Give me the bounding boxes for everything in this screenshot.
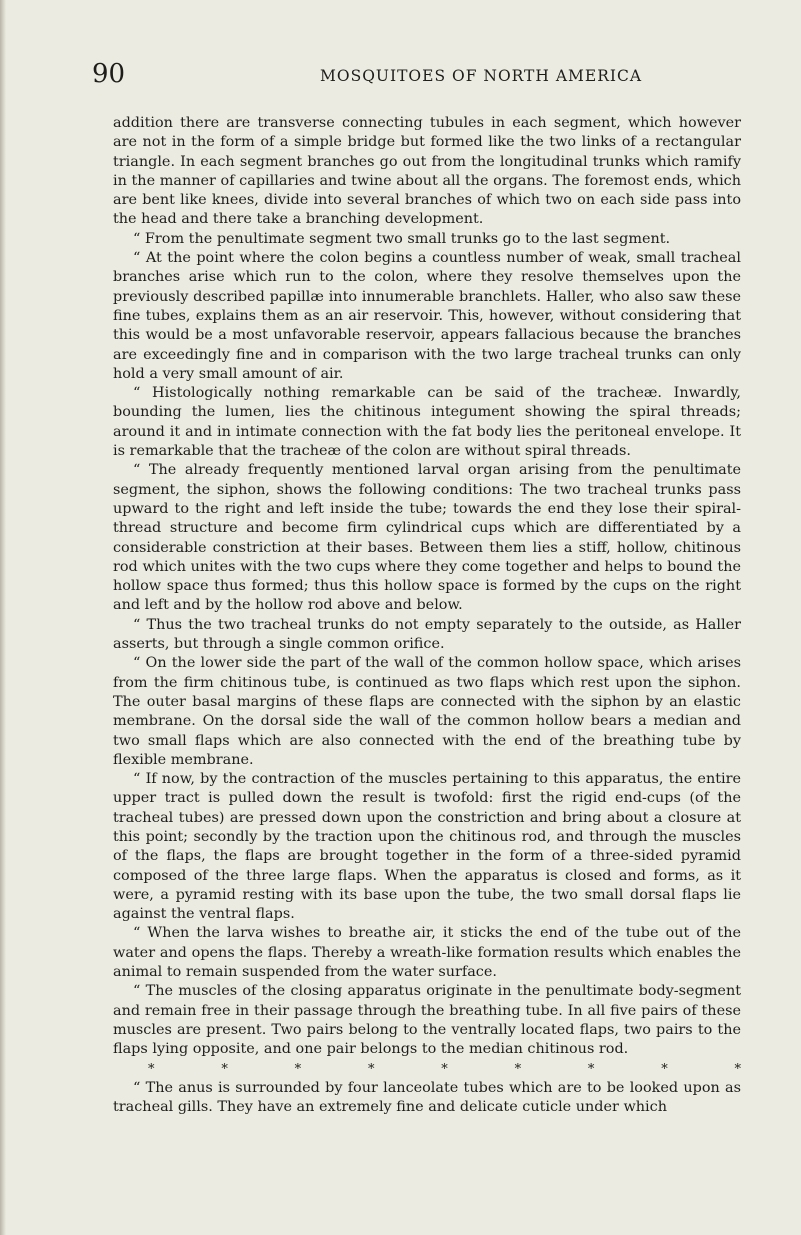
paragraph: “ The already frequently mentioned larval organ arising from the penultimate segment, the siphon, shows the following conditions: The two tracheal trunks pass upward to the right and left inside the tube; towards the end they lose their spiral-thread structure and become firm cylindrical cups which are differentiated by a considerable constriction at their bases. Between them lies a stiff, hollow, chitinous rod which unites with the two cups where they come together and helps to bound the hollow space thus formed; thus this hollow space is formed by the cups on the right and left and by the hollow rod above and below.	[113, 462, 741, 614]
paragraph: “ If now, by the contraction of the muscles pertaining to this apparatus, the entire upper tract is pulled down the result is twofold: first the rigid end-cups (of the tracheal tubes) are pressed down upon the constriction and bring about a closure at this point; secondly by the traction upon the chitinous rod, and through the muscles of the flaps, the flaps are brought together in the form of a three-sided pyramid composed of the three large flaps. When the apparatus is closed and forms, as it were, a pyramid resting with its base upon the tube, the two small dorsal flaps lie against the ventral flaps.	[113, 771, 741, 923]
asterisk: *	[587, 1061, 595, 1077]
asterisk: *	[661, 1061, 668, 1077]
asterisk: *	[441, 1061, 448, 1077]
paragraph: addition there are transverse connecting tubules in each segment, which however are not in the form of a simple bridge but formed like the two links of a rectangular triangle. In each segment branches go out from the longitudinal trunks which ramify in the manner of capillaries and twine about all the organs. The foremost ends, which are bent like knees, divide into several branches of which two on each side pass into the head and there take a branching development.	[113, 115, 741, 228]
asterisk: *	[514, 1061, 522, 1077]
paragraph: “ When the larva wishes to breathe air, it sticks the end of the tube out of the water and opens the flaps. Thereby a wreath-like formation results which enables the animal to remain suspended from the water surface.	[113, 925, 741, 981]
page-number: 90	[92, 59, 126, 89]
paragraph: “ On the lower side the part of the wall of the common hollow space, which arises from the firm chitinous tube, is continued as two flaps which rest upon the siphon. The outer basal margins of these flaps are connected with the siphon by an elastic membrane. On the dorsal side the wall of the common hollow bears a median and two small flaps which are also connected with the end of the breathing tube by flexible membrane.	[113, 655, 741, 768]
running-title: MOSQUITOES OF NORTH AMERICA	[320, 67, 643, 85]
section-break-asterisks	[113, 1060, 741, 1079]
body-text	[113, 114, 741, 1117]
page-header	[92, 56, 722, 96]
paragraph: “ Histologically nothing remarkable can be said of the tracheæ. Inwardly, bounding the lumen, lies the chitinous integument showing the spiral threads; around it and in intimate connection with the fat body lies the peritoneal envelope. It is remarkable that the tracheæ of the colon are without spiral threads.	[113, 385, 741, 460]
paragraph: “ From the penultimate segment two small trunks go to the last segment.	[133, 230, 671, 247]
asterisk: *	[734, 1061, 741, 1077]
asterisk: *	[294, 1061, 302, 1077]
page-binding-shadow	[0, 0, 6, 1235]
asterisk: *	[148, 1061, 155, 1077]
paragraph: “ At the point where the colon begins a countless number of weak, small tracheal branches arise which run to the colon, where they resolve themselves upon the previously described papillæ into innumerable branchlets. Haller, who also saw these fine tubes, explains them as an air reservoir. This, however, without considering that this would be a most unfavorable reservoir, appears fallacious because the branches are exceedingly fine and in comparison with the two large tracheal trunks can only hold a very small amount of air.	[113, 250, 741, 382]
paragraph: “ The muscles of the closing apparatus originate in the penultimate body-segment and remain free in their passage through the breathing tube. In all five pairs of these muscles are present. Two pairs belong to the ventrally located flaps, two pairs to the flaps lying opposite, and one pair belongs to the median chitinous rod.	[113, 983, 741, 1058]
paragraph: “ Thus the two tracheal trunks do not empty separately to the outside, as Haller asserts, but through a single common orifice.	[113, 616, 741, 653]
asterisk: *	[221, 1061, 228, 1077]
closing-paragraph: “ The anus is surrounded by four lanceolate tubes which are to be looked upon as tracheal gills. They have an extremely fine and delicate cuticle under which	[113, 1079, 741, 1116]
asterisk: *	[367, 1061, 375, 1077]
